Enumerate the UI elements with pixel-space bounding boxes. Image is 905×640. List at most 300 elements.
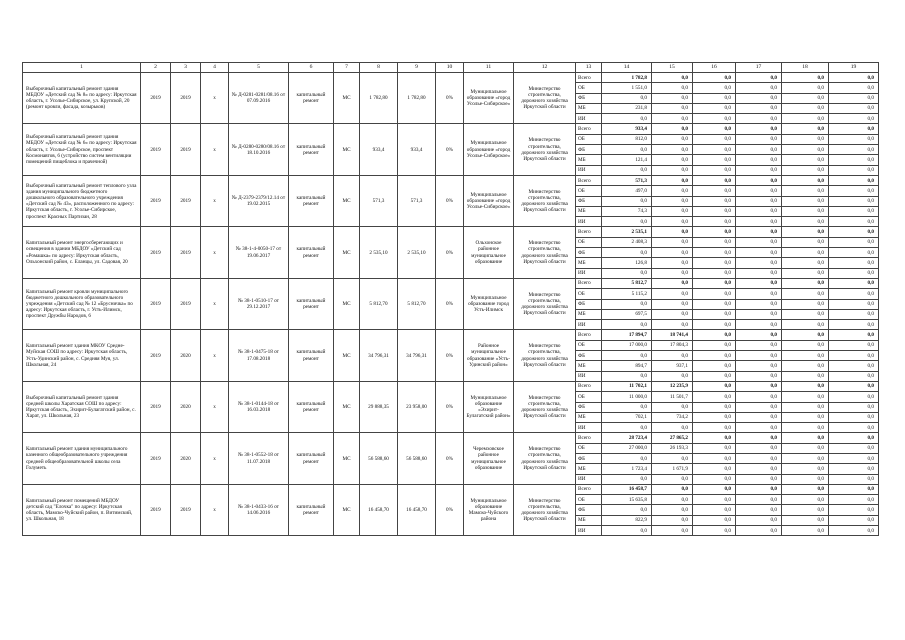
funding-source: ФБ <box>576 93 602 103</box>
funding-amount: 0,0 <box>736 433 782 443</box>
remaining-cost: 23 958,00 <box>398 381 436 432</box>
funding-amount: 0,0 <box>693 186 736 196</box>
funding-amount: 0,0 <box>829 124 879 134</box>
funding-source: Всего <box>576 484 602 494</box>
funding-amount: 0,0 <box>782 320 829 330</box>
funding-amount: 0,0 <box>693 351 736 361</box>
funding-source: ИИ <box>576 114 602 124</box>
funding-amount: 0,0 <box>829 464 879 474</box>
end-year: 2019 <box>171 278 201 329</box>
funding-source: ОБ <box>576 186 602 196</box>
funding-source: ОБ <box>576 443 602 453</box>
column-number-row <box>23 63 879 73</box>
funding-amount: 0,0 <box>693 453 736 463</box>
estimated-cost: 56 588,60 <box>360 433 398 484</box>
funding-amount: 0,0 <box>693 526 736 536</box>
responsible-ministry: Министерство строительства, дорожного хозяйства Иркутской области <box>514 381 576 432</box>
funding-amount: 0,0 <box>652 124 693 134</box>
funding-amount: 0,0 <box>736 515 782 525</box>
municipality: Муниципальное образование город Усть-Илимск <box>464 278 514 329</box>
readiness-percent: 0% <box>436 278 464 329</box>
funding-amount: 0,0 <box>829 93 879 103</box>
funding-amount: 0,0 <box>693 103 736 113</box>
column-number: 6 <box>289 63 334 73</box>
funding-amount: 0,0 <box>782 206 829 216</box>
column-number: 3 <box>171 63 201 73</box>
end-year: 2019 <box>171 175 201 226</box>
funding-amount: 0,0 <box>829 412 879 422</box>
funding-amount: 0,0 <box>736 103 782 113</box>
object-description: Капитальный ремонт помещений МБДОУ детский сад "Елочка" по адресу: Иркутская область, Мамско-Чуйский район, п. Витимский, ул. Школьная, 18 <box>23 484 141 535</box>
object-description: Капитальный ремонт здания муниципального казенного общеобразовательного учреждения средней общеобразовательной школы села Голуметь <box>23 433 141 484</box>
funding-source: ФБ <box>576 402 602 412</box>
funding-amount: 0,0 <box>693 309 736 319</box>
document-reference: № Д-0281-0281/08.16 от 07.09.2016 <box>229 73 289 124</box>
funding-amount: 231,8 <box>602 103 652 113</box>
funding-amount: 0,0 <box>602 351 652 361</box>
funding-amount: 0,0 <box>829 217 879 227</box>
object-description: Капитальный ремонт здания МКОУ Средне-Муйская СОШ по адресу: Иркутская область, Усть-Удинский район, с. Средняя Муя, ул. Школьная, 24 <box>23 330 141 381</box>
work-type: капитальный ремонт <box>289 381 334 432</box>
funding-amount: 702,1 <box>602 412 652 422</box>
funding-amount: 0,0 <box>782 165 829 175</box>
object-description: Выборочный капитальный ремонт здания МБДОУ «Детский сад № 6» по адресу: Иркутская область, г. Усолье-Сибирское, проспект Космонавтов, 6 (устройство систем вентиляции помещений пищеблока и прачечной) <box>23 124 141 175</box>
funding-amount: 0,0 <box>829 495 879 505</box>
work-type: капитальный ремонт <box>289 330 334 381</box>
funding-amount: 0,0 <box>736 237 782 247</box>
column-number: 12 <box>514 63 576 73</box>
start-year: 2019 <box>141 381 171 432</box>
funding-source: МБ <box>576 515 602 525</box>
funding-amount: 0,0 <box>736 423 782 433</box>
funding-amount: 0,0 <box>782 155 829 165</box>
funding-amount: 0,0 <box>782 361 829 371</box>
end-year: 2019 <box>171 73 201 124</box>
funding-amount: 0,0 <box>782 474 829 484</box>
funding-amount: 0,0 <box>693 423 736 433</box>
funding-amount: 0,0 <box>693 114 736 124</box>
ownership-code: МС <box>334 73 360 124</box>
funding-amount: 16 458,7 <box>602 484 652 494</box>
funding-amount: 0,0 <box>736 165 782 175</box>
ownership-code: МС <box>334 227 360 278</box>
column-number: 8 <box>360 63 398 73</box>
funding-amount: 121,4 <box>602 155 652 165</box>
funding-source: МБ <box>576 309 602 319</box>
start-year: 2019 <box>141 124 171 175</box>
funding-amount: 0,0 <box>736 340 782 350</box>
funding-source: ИИ <box>576 165 602 175</box>
funding-amount: 697,5 <box>602 309 652 319</box>
funding-amount: 0,0 <box>736 175 782 185</box>
funding-amount: 0,0 <box>782 464 829 474</box>
funding-source: Всего <box>576 381 602 391</box>
funding-amount: 0,0 <box>829 278 879 288</box>
funding-amount: 0,0 <box>602 165 652 175</box>
funding-amount: 0,0 <box>782 340 829 350</box>
marker-cell: х <box>201 73 229 124</box>
remaining-cost: 1 782,80 <box>398 73 436 124</box>
funding-amount: 0,0 <box>602 423 652 433</box>
column-number: 7 <box>334 63 360 73</box>
funding-amount: 11 702,1 <box>602 381 652 391</box>
table-row <box>23 484 879 494</box>
funding-amount: 0,0 <box>736 186 782 196</box>
funding-amount: 0,0 <box>693 217 736 227</box>
funding-amount: 0,0 <box>652 196 693 206</box>
funding-amount: 0,0 <box>829 320 879 330</box>
funding-amount: 0,0 <box>782 114 829 124</box>
funding-source: МБ <box>576 206 602 216</box>
funding-amount: 0,0 <box>652 402 693 412</box>
funding-amount: 0,0 <box>602 402 652 412</box>
funding-amount: 734,2 <box>652 412 693 422</box>
funding-amount: 0,0 <box>652 320 693 330</box>
end-year: 2020 <box>171 433 201 484</box>
funding-amount: 28 723,4 <box>602 433 652 443</box>
funding-amount: 1 782,8 <box>602 73 652 83</box>
funding-amount: 0,0 <box>829 515 879 525</box>
municipality: Муниципальное образование Мамско-Чуйского района <box>464 484 514 535</box>
funding-amount: 0,0 <box>652 114 693 124</box>
column-number: 15 <box>652 63 693 73</box>
funding-amount: 11 000,0 <box>602 392 652 402</box>
funding-source: ОБ <box>576 392 602 402</box>
funding-amount: 0,0 <box>782 515 829 525</box>
funding-amount: 0,0 <box>736 402 782 412</box>
end-year: 2020 <box>171 381 201 432</box>
document-sheet <box>22 62 878 536</box>
funding-amount: 0,0 <box>782 278 829 288</box>
funding-amount: 0,0 <box>736 351 782 361</box>
funding-amount: 0,0 <box>782 484 829 494</box>
funding-amount: 0,0 <box>782 505 829 515</box>
funding-amount: 0,0 <box>829 381 879 391</box>
marker-cell: х <box>201 227 229 278</box>
work-type: капитальный ремонт <box>289 484 334 535</box>
readiness-percent: 0% <box>436 175 464 226</box>
marker-cell: х <box>201 484 229 535</box>
funding-amount: 0,0 <box>693 155 736 165</box>
ownership-code: МС <box>334 124 360 175</box>
object-description: Капитальный ремонт энергосберегающих и освещения в здании МБДОУ «Детский сад «Ромашка» по адресу: Иркутская область, Ольхонский район, с. Еланцы, ул. Садовая, 20 <box>23 227 141 278</box>
column-number: 17 <box>736 63 782 73</box>
funding-amount: 0,0 <box>652 526 693 536</box>
start-year: 2019 <box>141 227 171 278</box>
responsible-ministry: Министерство строительства, дорожного хозяйства Иркутской области <box>514 175 576 226</box>
funding-source: ФБ <box>576 453 602 463</box>
funding-amount: 0,0 <box>782 217 829 227</box>
funding-amount: 0,0 <box>693 330 736 340</box>
work-type: капитальный ремонт <box>289 433 334 484</box>
funding-amount: 497,0 <box>602 186 652 196</box>
funding-source: МБ <box>576 412 602 422</box>
funding-amount: 0,0 <box>736 299 782 309</box>
funding-amount: 0,0 <box>829 175 879 185</box>
funding-amount: 0,0 <box>602 217 652 227</box>
funding-amount: 26 193,3 <box>652 443 693 453</box>
funding-amount: 0,0 <box>736 145 782 155</box>
investment-table <box>22 62 879 536</box>
funding-amount: 17 000,0 <box>602 340 652 350</box>
funding-amount: 0,0 <box>782 175 829 185</box>
funding-amount: 0,0 <box>652 73 693 83</box>
estimated-cost: 933,4 <box>360 124 398 175</box>
municipality: Муниципальное образование «Эхирит-Булагатский район» <box>464 381 514 432</box>
funding-amount: 2 535,1 <box>602 227 652 237</box>
ownership-code: МС <box>334 175 360 226</box>
funding-amount: 74,3 <box>602 206 652 216</box>
table-row <box>23 330 879 340</box>
funding-amount: 0,0 <box>652 289 693 299</box>
funding-amount: 0,0 <box>693 93 736 103</box>
object-description: Выборочный капитальный ремонт здания средней школы Харатская СОШ по адресу: Иркутская область, Эхирит-Булагатский район, с. Харат, ул. Школьная, 23 <box>23 381 141 432</box>
funding-amount: 812,0 <box>602 134 652 144</box>
funding-amount: 0,0 <box>652 258 693 268</box>
funding-amount: 0,0 <box>782 83 829 93</box>
marker-cell: х <box>201 381 229 432</box>
start-year: 2019 <box>141 433 171 484</box>
funding-amount: 0,0 <box>736 443 782 453</box>
funding-amount: 0,0 <box>652 175 693 185</box>
funding-source: Всего <box>576 278 602 288</box>
funding-amount: 17 894,7 <box>602 330 652 340</box>
funding-amount: 0,0 <box>782 299 829 309</box>
funding-amount: 1 551,0 <box>602 83 652 93</box>
funding-amount: 0,0 <box>782 330 829 340</box>
funding-amount: 0,0 <box>829 289 879 299</box>
start-year: 2019 <box>141 73 171 124</box>
funding-amount: 0,0 <box>693 443 736 453</box>
funding-amount: 0,0 <box>602 299 652 309</box>
municipality: Муниципальное образование «город Усолье-Сибирское» <box>464 73 514 124</box>
readiness-percent: 0% <box>436 484 464 535</box>
funding-amount: 0,0 <box>782 93 829 103</box>
column-number: 1 <box>23 63 141 73</box>
funding-amount: 0,0 <box>693 412 736 422</box>
municipality: Ольхонское районное муниципальное образование <box>464 227 514 278</box>
funding-amount: 0,0 <box>736 83 782 93</box>
funding-amount: 0,0 <box>736 381 782 391</box>
estimated-cost: 2 535,10 <box>360 227 398 278</box>
funding-amount: 0,0 <box>736 217 782 227</box>
funding-amount: 0,0 <box>693 340 736 350</box>
column-number: 16 <box>693 63 736 73</box>
funding-amount: 0,0 <box>829 237 879 247</box>
marker-cell: х <box>201 175 229 226</box>
funding-amount: 0,0 <box>736 278 782 288</box>
remaining-cost: 34 796,31 <box>398 330 436 381</box>
funding-source: МБ <box>576 155 602 165</box>
readiness-percent: 0% <box>436 433 464 484</box>
funding-amount: 0,0 <box>736 371 782 381</box>
document-reference: № Д-0280-0280/08.16 от 18.10.2016 <box>229 124 289 175</box>
funding-amount: 0,0 <box>736 392 782 402</box>
funding-amount: 0,0 <box>693 495 736 505</box>
marker-cell: х <box>201 433 229 484</box>
marker-cell: х <box>201 124 229 175</box>
column-number: 4 <box>201 63 229 73</box>
remaining-cost: 571,3 <box>398 175 436 226</box>
column-number: 14 <box>602 63 652 73</box>
object-description: Выборочный капитальный ремонт теплового узла здания муниципального бюджетного дошкольного образовательного учреждения «Детский сад № 43», расположенного по адресу: Иркутская область, г. Усолье-Сибирское, проспект Красных Партизан, 28 <box>23 175 141 226</box>
funding-source: ИИ <box>576 423 602 433</box>
funding-amount: 0,0 <box>736 474 782 484</box>
funding-amount: 0,0 <box>782 309 829 319</box>
estimated-cost: 571,3 <box>360 175 398 226</box>
funding-amount: 1 723,4 <box>602 464 652 474</box>
funding-amount: 0,0 <box>829 155 879 165</box>
funding-amount: 0,0 <box>652 474 693 484</box>
funding-amount: 0,0 <box>829 248 879 258</box>
funding-amount: 0,0 <box>652 248 693 258</box>
funding-amount: 0,0 <box>693 515 736 525</box>
ownership-code: МС <box>334 330 360 381</box>
funding-source: ОБ <box>576 83 602 93</box>
funding-amount: 0,0 <box>693 248 736 258</box>
funding-amount: 0,0 <box>652 309 693 319</box>
funding-amount: 0,0 <box>829 402 879 412</box>
funding-amount: 0,0 <box>736 453 782 463</box>
funding-amount: 0,0 <box>693 464 736 474</box>
funding-amount: 0,0 <box>652 423 693 433</box>
funding-amount: 894,7 <box>602 361 652 371</box>
funding-amount: 27 000,0 <box>602 443 652 453</box>
funding-source: ИИ <box>576 526 602 536</box>
column-number: 13 <box>576 63 602 73</box>
table-row <box>23 73 879 83</box>
funding-source: Всего <box>576 124 602 134</box>
funding-amount: 0,0 <box>829 268 879 278</box>
municipality: Районное муниципальное образование «Усть-Удинский район» <box>464 330 514 381</box>
funding-source: МБ <box>576 103 602 113</box>
funding-amount: 0,0 <box>602 114 652 124</box>
funding-amount: 0,0 <box>736 484 782 494</box>
column-number: 5 <box>229 63 289 73</box>
funding-amount: 937,1 <box>652 361 693 371</box>
funding-amount: 0,0 <box>829 103 879 113</box>
document-reference: № 38-1-0144-18 от 16.03.2018 <box>229 381 289 432</box>
funding-amount: 0,0 <box>652 155 693 165</box>
funding-amount: 0,0 <box>829 340 879 350</box>
funding-amount: 0,0 <box>829 484 879 494</box>
funding-amount: 0,0 <box>829 145 879 155</box>
funding-amount: 0,0 <box>602 505 652 515</box>
start-year: 2019 <box>141 330 171 381</box>
document-reference: № 38-1-0510-17 от 29.12.2017 <box>229 278 289 329</box>
funding-amount: 0,0 <box>693 505 736 515</box>
document-reference: № 38-1-4-0050-17 от 19.06.2017 <box>229 227 289 278</box>
funding-amount: 0,0 <box>693 484 736 494</box>
funding-source: ОБ <box>576 289 602 299</box>
object-description: Выборочный капитальный ремонт здания МБДОУ «Детский сад № 8» по адресу: Иркутская область, г. Усолье-Сибирское, ул. Крупской, 20 (ремонт кровли, фасада, козырьков) <box>23 73 141 124</box>
funding-amount: 0,0 <box>782 495 829 505</box>
object-description: Капитальный ремонт кровли муниципального бюджетного дошкольного образовательного учреждения «Детский сад № 12 «Брусничка» по адресу: Иркутская область, г. Усть-Илимск, проспект Дружбы Народов, 6 <box>23 278 141 329</box>
funding-amount: 0,0 <box>736 309 782 319</box>
funding-amount: 0,0 <box>693 227 736 237</box>
funding-source: ОБ <box>576 134 602 144</box>
funding-amount: 0,0 <box>829 83 879 93</box>
end-year: 2019 <box>171 484 201 535</box>
funding-amount: 0,0 <box>602 474 652 484</box>
remaining-cost: 2 535,10 <box>398 227 436 278</box>
funding-amount: 5 812,7 <box>602 278 652 288</box>
funding-source: ИИ <box>576 474 602 484</box>
funding-amount: 0,0 <box>602 453 652 463</box>
funding-amount: 0,0 <box>736 155 782 165</box>
table-body <box>23 63 879 536</box>
funding-amount: 5 115,2 <box>602 289 652 299</box>
funding-amount: 0,0 <box>602 268 652 278</box>
funding-amount: 0,0 <box>829 186 879 196</box>
funding-amount: 0,0 <box>652 83 693 93</box>
estimated-cost: 29 888,35 <box>360 381 398 432</box>
funding-amount: 0,0 <box>736 289 782 299</box>
funding-amount: 0,0 <box>693 73 736 83</box>
funding-amount: 0,0 <box>602 248 652 258</box>
funding-amount: 0,0 <box>829 134 879 144</box>
funding-amount: 0,0 <box>693 124 736 134</box>
column-number: 10 <box>436 63 464 73</box>
responsible-ministry: Министерство строительства, дорожного хозяйства Иркутской области <box>514 330 576 381</box>
funding-amount: 0,0 <box>602 196 652 206</box>
document-reference: № 38-1-0475-18 от 17.08.2018 <box>229 330 289 381</box>
funding-source: МБ <box>576 258 602 268</box>
municipality: Муниципальное образование «город Усолье-Сибирское» <box>464 175 514 226</box>
table-row <box>23 175 879 185</box>
ownership-code: МС <box>334 381 360 432</box>
funding-amount: 0,0 <box>829 258 879 268</box>
funding-amount: 0,0 <box>736 93 782 103</box>
funding-amount: 0,0 <box>693 299 736 309</box>
funding-amount: 0,0 <box>652 206 693 216</box>
responsible-ministry: Министерство строительства, дорожного хозяйства Иркутской области <box>514 433 576 484</box>
remaining-cost: 16 458,70 <box>398 484 436 535</box>
estimated-cost: 16 458,70 <box>360 484 398 535</box>
responsible-ministry: Министерство строительства, дорожного хозяйства Иркутской области <box>514 484 576 535</box>
remaining-cost: 56 588,60 <box>398 433 436 484</box>
funding-amount: 0,0 <box>736 526 782 536</box>
responsible-ministry: Министерство строительства, дорожного хозяйства Иркутской области <box>514 124 576 175</box>
funding-source: ФБ <box>576 299 602 309</box>
funding-amount: 0,0 <box>782 289 829 299</box>
work-type: капитальный ремонт <box>289 124 334 175</box>
funding-amount: 0,0 <box>829 433 879 443</box>
funding-amount: 0,0 <box>693 392 736 402</box>
funding-source: ОБ <box>576 495 602 505</box>
funding-amount: 0,0 <box>829 361 879 371</box>
funding-amount: 11 501,7 <box>652 392 693 402</box>
funding-amount: 0,0 <box>693 175 736 185</box>
funding-amount: 0,0 <box>652 351 693 361</box>
funding-amount: 0,0 <box>652 453 693 463</box>
funding-amount: 0,0 <box>782 392 829 402</box>
table-row <box>23 433 879 443</box>
funding-amount: 0,0 <box>693 145 736 155</box>
document-reference: № 38-1-0433-16 от 14.06.2016 <box>229 484 289 535</box>
funding-amount: 15 635,8 <box>602 495 652 505</box>
funding-amount: 933,4 <box>602 124 652 134</box>
responsible-ministry: Министерство строительства, дорожного хозяйства Иркутской области <box>514 73 576 124</box>
funding-amount: 0,0 <box>829 309 879 319</box>
responsible-ministry: Министерство строительства, дорожного хозяйства Иркутской области <box>514 227 576 278</box>
estimated-cost: 1 782,80 <box>360 73 398 124</box>
funding-amount: 0,0 <box>652 278 693 288</box>
funding-amount: 0,0 <box>782 453 829 463</box>
responsible-ministry: Министерство строительства, дорожного хозяйства Иркутской области <box>514 278 576 329</box>
estimated-cost: 5 812,70 <box>360 278 398 329</box>
funding-source: МБ <box>576 464 602 474</box>
